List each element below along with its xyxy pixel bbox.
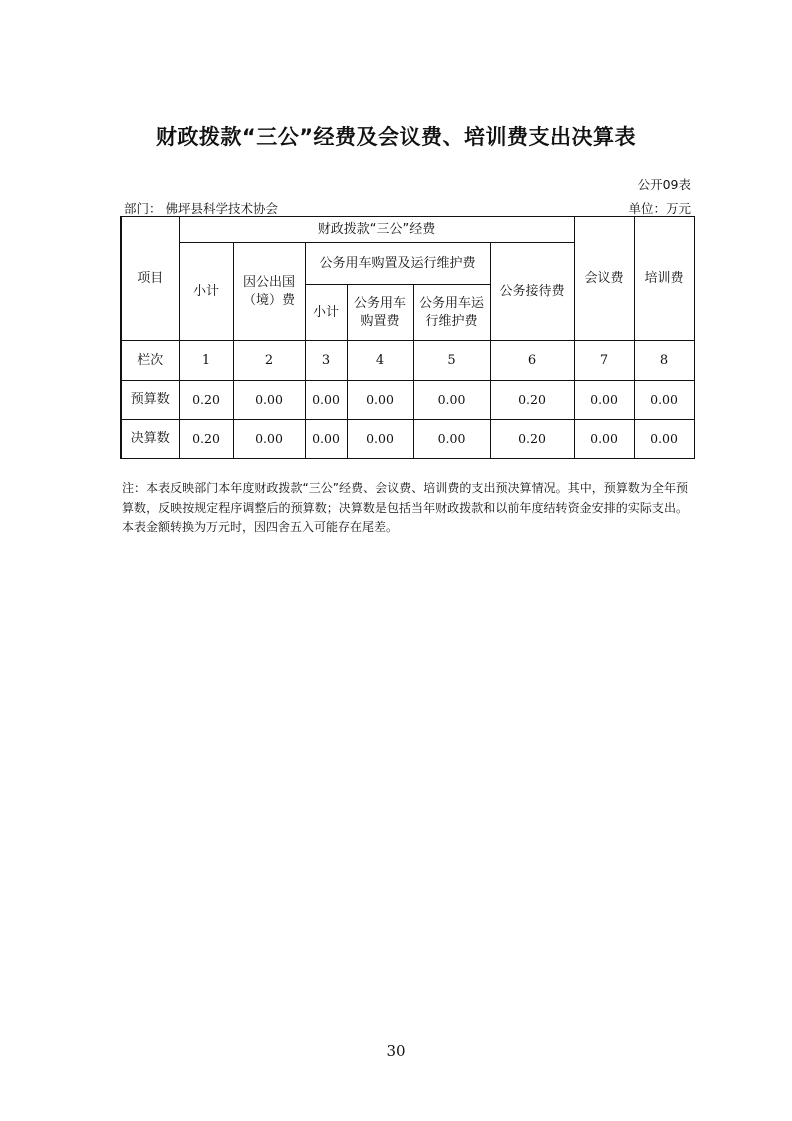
table-cell: 3 bbox=[305, 341, 347, 381]
table-cell: 0.00 bbox=[305, 381, 347, 420]
header-training: 培训费 bbox=[634, 217, 694, 341]
table-cell: 0.00 bbox=[574, 420, 634, 459]
table-cell: 0.20 bbox=[490, 420, 574, 459]
header-vehicle-maintenance: 公务用车运行维护费 bbox=[413, 285, 490, 341]
header-subtotal: 小计 bbox=[179, 243, 233, 341]
page-title: 财政拨款“三公”经费及会议费、培训费支出决算表 bbox=[155, 125, 637, 149]
table-cell: 6 bbox=[490, 341, 574, 381]
form-code: 公开09表 bbox=[637, 177, 691, 192]
table-cell: 0.00 bbox=[347, 420, 413, 459]
table-cell: 1 bbox=[179, 341, 233, 381]
table-cell: 0.00 bbox=[233, 381, 305, 420]
header-reception: 公务接待费 bbox=[490, 243, 574, 341]
header-vehicle-purchase: 公务用车购置费 bbox=[347, 285, 413, 341]
header-vehicle-subtotal: 小计 bbox=[305, 285, 347, 341]
table-cell: 0.20 bbox=[179, 420, 233, 459]
row-label: 决算数 bbox=[121, 420, 179, 459]
table-row bbox=[121, 341, 694, 381]
header-meeting: 会议费 bbox=[574, 217, 634, 341]
table-cell: 0.00 bbox=[634, 381, 694, 420]
table-cell: 0.00 bbox=[634, 420, 694, 459]
unit-label: 单位：万元 bbox=[628, 201, 691, 216]
table-cell: 5 bbox=[413, 341, 490, 381]
header-three-public: 财政拨款“三公”经费 bbox=[179, 217, 574, 243]
table-cell: 0.00 bbox=[347, 381, 413, 420]
expense-table bbox=[120, 216, 695, 459]
table-cell: 4 bbox=[347, 341, 413, 381]
header-overseas: 因公出国（境）费 bbox=[233, 243, 305, 341]
header-item: 项目 bbox=[121, 217, 179, 341]
table-row bbox=[121, 381, 694, 420]
table-cell: 0.20 bbox=[179, 381, 233, 420]
page-number: 30 bbox=[386, 1042, 406, 1060]
table-cell: 8 bbox=[634, 341, 694, 381]
table-cell: 0.00 bbox=[413, 381, 490, 420]
table-cell: 0.00 bbox=[574, 381, 634, 420]
table-row bbox=[121, 420, 694, 459]
table-note: 注：本表反映部门本年度财政拨款“三公”经费、会议费、培训费的支出预决算情况。其中，预算数为全年预算数，反映按规定程序调整后的预算数；决算数是包括当年财政拨款和以前年度结转资金安排的实际支出。本表金额转换为万元时，因四舍五入可能存在尾差。 bbox=[122, 481, 688, 534]
row-label: 预算数 bbox=[121, 381, 179, 420]
table-cell: 7 bbox=[574, 341, 634, 381]
department-label: 部门： 佛坪县科学技术协会 bbox=[124, 201, 278, 216]
table-cell: 2 bbox=[233, 341, 305, 381]
table-cell: 0.00 bbox=[413, 420, 490, 459]
table-cell: 0.20 bbox=[490, 381, 574, 420]
table-cell: 0.00 bbox=[233, 420, 305, 459]
row-label: 栏次 bbox=[121, 341, 179, 381]
header-vehicle-group: 公务用车购置及运行维护费 bbox=[305, 243, 490, 285]
table-cell: 0.00 bbox=[305, 420, 347, 459]
